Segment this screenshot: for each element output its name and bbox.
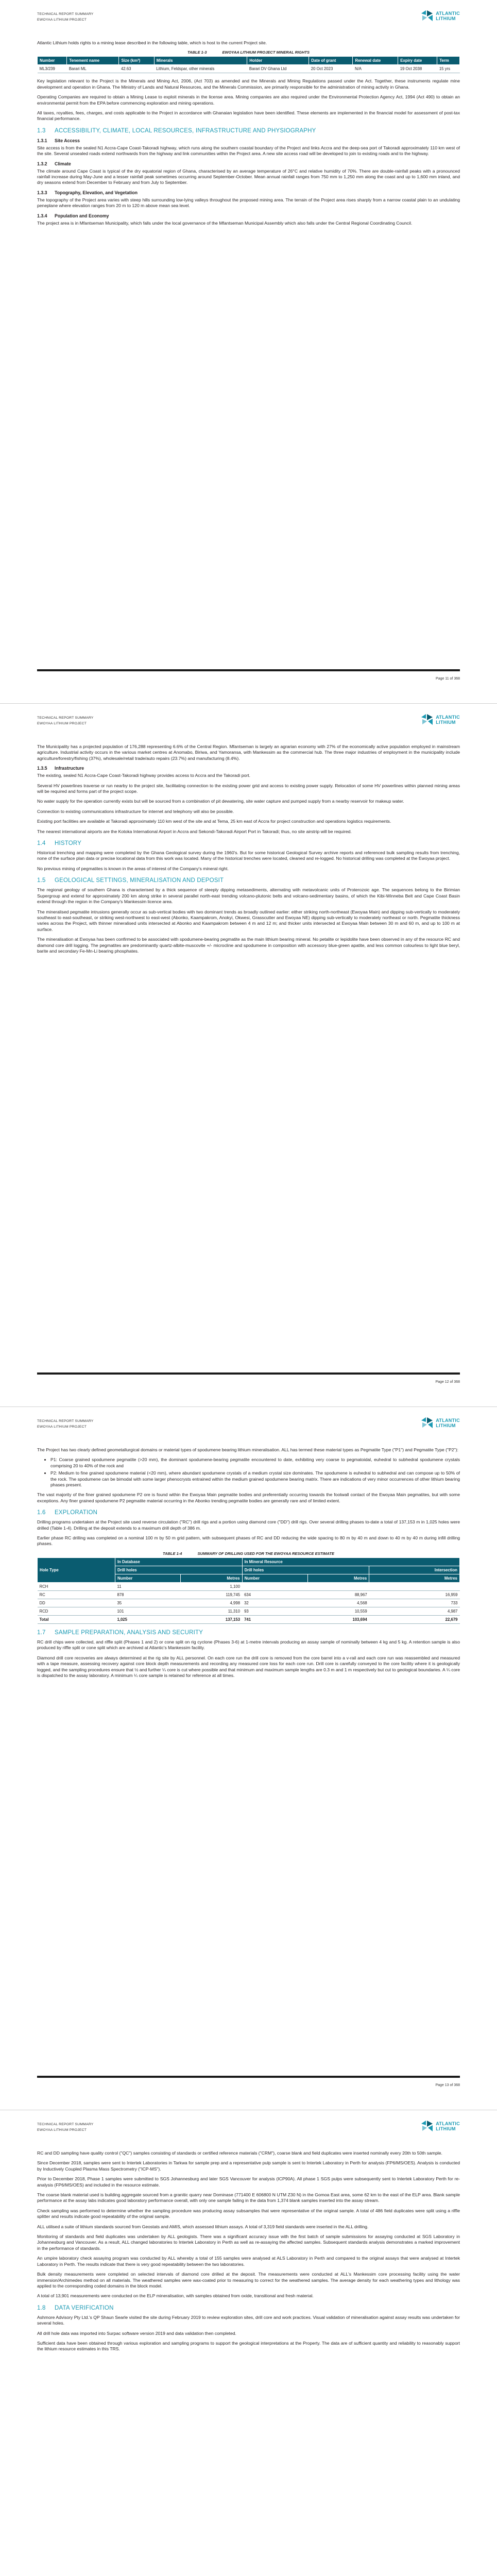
atlantic-lithium-logo <box>421 2121 460 2132</box>
paragraph: No water supply for the operation currently exists but will be sourced from a combination of pit dewatering, site water capture and pumped supply from a nearby reservoir for makeup water. <box>37 799 404 804</box>
subsection-number: 1.3.3 <box>37 190 47 195</box>
table-cell: 4,987 <box>369 1607 460 1615</box>
table-cell: Lithium, Feldspar, other minerals <box>154 65 247 73</box>
subsection-number: 1.3.5 <box>37 766 47 771</box>
table-cell: RCD <box>38 1607 115 1615</box>
table-cell: 11 <box>115 1582 180 1590</box>
paragraph: Atlantic Lithium holds rights to a mining lease described in the following table, which is host to the current Project site. <box>37 40 267 45</box>
page-content <box>37 1447 460 1683</box>
paragraph: A total of 13,901 measurements were conducted on the ELP mineralisation, with samples obtained from oxide, transitional and fresh material. <box>37 2293 314 2299</box>
col-group-database: In Database <box>115 1557 242 1566</box>
section-heading <box>37 840 460 846</box>
column-header: Holder <box>247 57 309 65</box>
page-content <box>37 40 460 230</box>
section-title: GEOLOGICAL SETTINGS, MINERALISATION AND DEPOSIT <box>55 877 224 884</box>
column-header: Expiry date <box>398 57 437 65</box>
table-cell: 11,310 <box>181 1607 243 1615</box>
table-row <box>38 1599 460 1607</box>
report-page-11 <box>0 0 497 703</box>
atlantic-lithium-logo <box>421 10 460 22</box>
section-number: 1.8 <box>37 2304 46 2311</box>
section-number: 1.5 <box>37 877 46 884</box>
table-cell: 42.63 <box>119 65 154 73</box>
paragraph: The project area is in Mfantseman Municipality, which falls under the local governance of the Mfantseman Municipal Assembly which also falls under the Central Regional Coordinating Council. <box>37 220 413 226</box>
table-row <box>38 1590 460 1599</box>
table-cell: 32 <box>242 1599 307 1607</box>
table-number: TABLE 1-4 <box>163 1551 182 1556</box>
subsection-title: Climate <box>55 161 71 166</box>
section-title: SAMPLE PREPARATION, ANALYSIS AND SECURITY <box>55 1629 203 1636</box>
section-title: DATA VERIFICATION <box>55 2304 114 2311</box>
section-heading <box>37 877 460 884</box>
paragraph: Site access is from the sealed N1 Accra-Cape Coast-Takoradi highway, which runs along the southern coastal boundary of the Project and links Accra and the deep-sea port of Takoradi approximately 110 km west of the site. Several unsealed roads extend northwards from the highway and link communities within the Project area. A new site access road will be developed to join to existing roads and to the highway. <box>37 145 460 157</box>
table-title: EWOYAA LITHIUM PROJECT MINERAL RIGHTS <box>222 50 310 55</box>
logo-word-2: LITHIUM <box>436 2126 456 2131</box>
logo-word-1: ATLANTIC <box>436 1418 460 1423</box>
table-cell: 4,998 <box>181 1599 243 1607</box>
report-title: TECHNICAL REPORT SUMMARY <box>37 2123 94 2126</box>
col-number: Number <box>115 1574 180 1582</box>
subsection-number: 1.3.1 <box>37 138 47 143</box>
table-cell: 16,959 <box>369 1590 460 1599</box>
header-text <box>37 2122 94 2133</box>
section-heading <box>37 1630 460 1636</box>
subsection-heading <box>37 766 460 771</box>
table-cell: 634 <box>242 1590 307 1599</box>
footer-rule <box>37 1372 460 1375</box>
paragraph: Monitoring of standards and field duplicates was undertaken by ALL geologists. There was a significant accuracy issue with the first batch of sample submissions for assaying conducted at SGS Laboratory in Johannesburg and Vancouver. As a result, ALL changed laboratories to Intertek Laboratory in Perth as well as re-assaying the affected samples. Subsequent standards analysis demonstrates a marked improvement in the performance of standards. <box>37 2234 460 2251</box>
paragraph: Diamond drill core recoveries are always determined at the rig site by ALL personnel. On each core run the drill core is removed from the core barrel into a v-rail and each core run was reassembled and measured with a tape measure, assessing recovery against core block depth measurements and recording any measured core loss for each core run. Drill core is carefully conveyed to the core facility where it is geologically logged, and the sampling procedures ensure that ½ and further ¼ core is cut where possible and that minimum and maximum sample lengths are 0.3 m and 1 m respectively but cut to geological boundaries. A ¼ core is dispatched to the assay laboratory. A minimum ¼ core sample is retained for reference at all times. <box>37 1655 460 1678</box>
logo-word-2: LITHIUM <box>436 720 456 725</box>
paragraph: The coarse blank material used is building aggregate sourced from a granitic quarry near Dominase (771400 E 606800 N UTM Z30 N) in the Gomoa East area, some 62 km to the east of the ELP area. Blank sample performance at the assay labs indicates good laboratory performance overall, with only one sample failing in the data from 1,374 blank samples inserted into the assay stream. <box>37 2192 460 2204</box>
logo-word-2: LITHIUM <box>436 16 456 21</box>
section-number: 1.6 <box>37 1510 46 1516</box>
atlantic-lithium-logo <box>421 714 460 725</box>
drilling-summary-table <box>37 1557 460 1624</box>
list-item: • P1: Coarse grained spodumene pegmatite (>20 mm), the dominant spodumene-bearing pegmatite encountered to date, exhibiting very coarse to pegmatoidal, euhedral to subhedral spodumene crystals comprising 20 to 40% of the rock and <box>50 1457 460 1469</box>
table-cell: 1,100 <box>181 1582 243 1590</box>
col-metres: Metres <box>369 1574 460 1582</box>
table-cell: 4,568 <box>307 1599 369 1607</box>
paragraph: Drilling programs undertaken at the Project site used reverse circulation ("RC") drill rigs and a portion using diamond core ("DD") drill rigs. Over several drilling phases to-date a total of 137,153 m in 1,025 holes were drilled (Table 1-4). Drilling at the deposit extends to a maximum drill depth of 386 m. <box>37 1519 460 1531</box>
project-name: EWOYAA LITHIUM PROJECT <box>37 1425 87 1429</box>
col-metres: Metres <box>181 1574 243 1582</box>
header-text <box>37 715 94 726</box>
project-name: EWOYAA LITHIUM PROJECT <box>37 2128 87 2132</box>
report-title: TECHNICAL REPORT SUMMARY <box>37 1419 94 1423</box>
section-heading <box>37 2305 460 2311</box>
footer-rule <box>37 2076 460 2078</box>
paragraph: The climate around Cape Coast is typical of the dry equatorial region of Ghana, characterised by an average temperature of 26°C and relative humidity of 70%. There are double-rainfall peaks with a pronounced rainfall increase during May-June and a lesser rainfall peak sometimes occurring around September-October. Mean annual rainfall ranges from 750 mm to 1,250 mm along the coast and up to 1,600 mm inland, and dry seasons extend from December to February and from July to September. <box>37 168 460 185</box>
page-number: Page 12 of 368 <box>435 1380 460 1384</box>
paragraph: The mineralised pegmatite intrusions generally occur as sub-vertical bodies with two dominant trends as broadly outlined earlier: either striking north-northeast (Ewoyaa Main) and dipping sub-vertically to moderately southeast to east-southeast, or striking west-northwest to east-west (Abonko, Kaampakrom, Anokyi, Okwesi, Grasscutter and Ewoyaa NE) dipping sub-vertically to moderately northeast or north. Pegmatite thickness varies across the Project, with thinner mineralised units intersected at Abonko and Kaampakrom between 4 m and 12 m; and thicker units intersected at Ewoyaa Main between 30 m and 60 m, and up to 100 m at surface. <box>37 909 460 932</box>
col-intersection: Intersection <box>369 1566 460 1574</box>
subsection-heading <box>37 161 460 166</box>
page-number: Page 13 of 368 <box>435 2083 460 2087</box>
subsection-title: Topography, Elevation, and Vegetation <box>55 190 138 195</box>
section-number: 1.4 <box>37 840 46 847</box>
logo-mark-icon <box>421 2121 434 2132</box>
table-cell: RCH <box>38 1582 115 1590</box>
mineral-rights-table <box>37 56 460 73</box>
page-content <box>37 2150 460 2357</box>
table-cell <box>369 1582 460 1590</box>
col-group-resource: In Mineral Resource <box>242 1557 459 1566</box>
paragraph: The nearest international airports are the Kotoka International Airport in Accra and Sekondi-Takoradi Airport Port in Takoradi; thus, no site airstrip will be required. <box>37 828 352 834</box>
table-total-row <box>38 1615 460 1623</box>
section-heading <box>37 1510 460 1516</box>
table-cell <box>242 1582 307 1590</box>
table-cell: 10,559 <box>307 1607 369 1615</box>
table-cell: 733 <box>369 1599 460 1607</box>
paragraph: Bulk density measurements were completed on selected intervals of diamond core drilled at the deposit. The measurements were conducted at ALL's Mankessim core processing facility using the water immersion/Archimedes method on all materials. The weathered samples were wax-coated prior to measuring to correct for the weathered samples. The average density for each weathering types and lithology was applied to the corresponding coded domains in the block model. <box>37 2272 460 2289</box>
paragraph: Existing port facilities are available at Takoradi approximately 110 km west of the site and at Tema, 25 km east of Accra for project construction and operations logistics requirements. <box>37 819 391 824</box>
header-text <box>37 11 94 23</box>
table-cell: Barari DV Ghana Ltd <box>247 65 309 73</box>
project-name: EWOYAA LITHIUM PROJECT <box>37 18 87 22</box>
col-drill-holes: Drill holes <box>115 1566 242 1574</box>
table-cell: RC <box>38 1590 115 1599</box>
table-cell: 103,694 <box>307 1615 369 1623</box>
col-metres: Metres <box>307 1574 369 1582</box>
report-page-13 <box>0 1406 497 2110</box>
list-item: • P2: Medium to fine grained spodumene material (<20 mm), where abundant spodumene crystals of a medium crystal size dominates. The spodumene is euhedral to subhedral and can compose up to 50% of the rock. The spodumene can be bimodal with some larger phenocrysts entrained within the medium grained spodumene bearing matrix. There are indications of very minor occurrences of other lithium bearing phases present. <box>50 1470 460 1488</box>
page-content <box>37 744 460 958</box>
table-cell: N/A <box>353 65 398 73</box>
paragraph: ALL utilised a suite of lithium standards sourced from Geostats and AMIS, which assessed lithium assays. A total of 3,319 field standards were inserted in the ALL drilling. <box>37 2224 369 2229</box>
paragraph: An umpire laboratory check assaying program was conducted by ALL whereby a total of 155 samples were analysed at ALS Laboratory in Perth and compared to the original assays that were analysed at Intertek Laboratory in Perth. The results indicate that there is very good repeatability between the two laboratories. <box>37 2256 460 2267</box>
table-cell: Barari ML <box>67 65 119 73</box>
paragraph: Earlier phase RC drilling was completed on a nominal 100 m by 50 m grid pattern, with subsequent phases of RC and DD reducing the wide spacing to 80 m by 40 m and down to 40 m by 40 m during infill drilling phases. <box>37 1535 460 1547</box>
subsection-heading <box>37 213 460 218</box>
section-title: EXPLORATION <box>55 1510 98 1516</box>
section-title: HISTORY <box>55 840 82 847</box>
logo-mark-icon <box>421 1417 434 1429</box>
pegmatite-type-list <box>37 1457 460 1488</box>
section-number: 1.3 <box>37 127 46 134</box>
subsection-heading <box>37 190 460 195</box>
table-cell: ML3/239 <box>38 65 67 73</box>
subsection-title: Site Access <box>55 138 80 143</box>
report-title: TECHNICAL REPORT SUMMARY <box>37 716 94 720</box>
table-cell: 119,745 <box>181 1590 243 1599</box>
table-row <box>38 1582 460 1590</box>
table-cell: 93 <box>242 1607 307 1615</box>
subsection-number: 1.3.4 <box>37 213 47 218</box>
report-page-12 <box>0 703 497 1406</box>
paragraph: Ashmore Advisory Pty Ltd.'s QP Shaun Searle visited the site during February 2019 to review exploration sites, drill core and work practices. Visual validation of mineralisation against assay results was undertaken for several holes. <box>37 2314 460 2326</box>
report-title: TECHNICAL REPORT SUMMARY <box>37 12 94 16</box>
table-cell: 741 <box>242 1615 307 1623</box>
paragraph: The mineralisation at Ewoyaa has been confirmed to be associated with spodumene-bearing pegmatite as the main lithium bearing mineral. No petalite or lepidolite have been observed in any of the resource RC and diamond core drill logging. The pegmatites are predominantly quartz-albite-muscovite +/- microcline and spodumene in composition with accessory blue-green apatite, and less common colourless to light blue beryl, barite and secondary Fe-Mn-Li bearing phosphates. <box>37 937 460 954</box>
table-cell: 137,153 <box>181 1615 243 1623</box>
table-cell: 35 <box>115 1599 180 1607</box>
col-number: Number <box>242 1574 307 1582</box>
section-heading <box>37 128 460 134</box>
paragraph: The vast majority of the finer grained spodumene P2 ore is found within the Ewoyaa Main pegmatite bodies and preferentially occurring towards the footwall contact of the Ewoyaa Main pegmatites, but with some exceptions. Any finer grained spodumene P2 pegmatite material occurring in the Abonko trending pegmatite bodies are generally rare and of limited extent. <box>37 1492 460 1503</box>
logo-word-1: ATLANTIC <box>436 11 460 16</box>
table-cell: Total <box>38 1615 115 1623</box>
paragraph: All taxes, royalties, fees, charges, and costs applicable to the Project in accordance with Ghanaian legislation have been identified. These elements are implemented in the financial model for assessment of post-tax financial performance. <box>37 110 460 122</box>
logo-mark-icon <box>421 10 434 22</box>
table-cell: 101 <box>115 1607 180 1615</box>
table-header-row <box>38 57 460 65</box>
paragraph: The existing, sealed N1 Accra-Cape Coast-Takoradi highway provides access to Accra and the Takoradi port. <box>37 773 250 778</box>
col-hole-type: Hole Type <box>38 1557 115 1582</box>
paragraph: Prior to December 2018, Phase 1 samples were submitted to SGS Johannesburg and later SGS Vancouver for analysis (ICP90A). All phase 1 SGS pulps were subsequently sent to Intertek Laboratory Perth for re-analysis (FP6/MS/OES) and included in the resource estimate. <box>37 2176 460 2188</box>
page-header <box>37 11 460 32</box>
table-title: SUMMARY OF DRILLING USED FOR THE EWOYAA RESOURCE ESTIMATE <box>197 1551 334 1556</box>
table-number: TABLE 1-3 <box>187 50 207 55</box>
subsection-number: 1.3.2 <box>37 161 47 166</box>
column-header: Tenement name <box>67 57 119 65</box>
header-text <box>37 1418 94 1430</box>
table-caption <box>37 1551 460 1556</box>
table-cell: 20 Oct 2023 <box>309 65 353 73</box>
paragraph: RC and DD sampling have quality control ("QC") samples consisting of standards or certified reference materials ("CRM"), coarse blank and field duplicates were inserted nominally every 20th to 50th sample. <box>37 2150 442 2156</box>
page-header <box>37 1418 460 1439</box>
section-number: 1.7 <box>37 1629 46 1636</box>
column-header: Size (km²) <box>119 57 154 65</box>
table-cell: 15 yrs <box>437 65 460 73</box>
logo-word-1: ATLANTIC <box>436 2121 460 2126</box>
logo-word-1: ATLANTIC <box>436 715 460 720</box>
table-cell <box>307 1582 369 1590</box>
table-cell: 1,025 <box>115 1615 180 1623</box>
paragraph: The topography of the Project area varies with steep hills surrounding low-lying valleys throughout the proposed mining area. The terrain of the Project area rises sharply from a narrow coastal plain to an undulating peneplane where elevation ranges from 20 m to 120 m above mean sea level. <box>37 197 460 209</box>
paragraph: Operating Companies are required to obtain a Mining Lease to exploit minerals in the license area. Mining companies are also required under the Environmental Protection Agency Act, 1994 (Act 490) to obtain an environmental permit from the EPA before commencing exploration and mining operations. <box>37 94 460 106</box>
subsection-title: Infrastructure <box>55 766 84 771</box>
section-title: ACCESSIBILITY, CLIMATE, LOCAL RESOURCES, INFRASTRUCTURE AND PHYSIOGRAPHY <box>55 127 316 134</box>
table-row <box>38 1607 460 1615</box>
paragraph: Sufficient data have been obtained through various exploration and sampling programs to support the geological interpretations at the Property. The data are of sufficient quantity and reliability to reasonably support the lithium resource estimates in this TRS. <box>37 2340 460 2352</box>
paragraph: No previous mining of pegmatites is known in the areas of interest of the Company's mineral right. <box>37 866 229 871</box>
subsection-heading <box>37 138 460 143</box>
paragraph: The Municipality has a projected population of 176,288 representing 6.6% of the Central Region. Mfantseman is largely an agrarian economy with 27% of the economically active population employed in mainstream agriculture. Industrial activity occurs in the various market centres at Anomabo, Biriwa, and Yamoransa, with Mankessim as the commercial hub. The three major industries of employment in the municipality include agriculture/forestry/fishing (37%), wholesale/retail trade/auto repairs (23.7%) and manufacturing (8.4%). <box>37 744 460 761</box>
paragraph: The regional geology of southern Ghana is characterised by a thick sequence of steeply dipping metasediments, alternating with metavolcanic units of Proterozoic age. The sequences belong to the Birimian Supergroup and extend for approximately 200 km along strike in several parallel north-east trending volcano-plutonic belts and volcano-sedimentary basins, of which the Kibi-Winneba Belt and Cape Coast Basin extend through the region in the Company's Mankessim licence area. <box>37 887 460 905</box>
paragraph: Check sampling was performed to determine whether the sampling procedure was producing assay subsamples that were representative of the original sample. A total of 486 field duplicates were split using a riffle splitter and results indicate good repeatability of the original sample. <box>37 2208 460 2219</box>
paragraph: Connection to existing communications infrastructure for internet and telephony will also be possible. <box>37 808 234 814</box>
table-row <box>38 65 460 73</box>
col-drill-holes: Drill holes <box>242 1566 369 1574</box>
page-number: Page 11 of 368 <box>436 677 460 681</box>
table-caption <box>37 50 460 55</box>
subsection-title: Population and Economy <box>55 213 109 218</box>
column-header: Minerals <box>154 57 247 65</box>
column-header: Term <box>437 57 460 65</box>
column-header: Renewal date <box>353 57 398 65</box>
paragraph: The Project has two clearly defined geometallurgical domains or material types of spodumene bearing lithium mineralisation. ALL has termed these material types as Pegmatite Type ("P1") and Pegmatite Type ("P2"): <box>37 1447 458 1452</box>
table-cell: DD <box>38 1599 115 1607</box>
page-header <box>37 715 460 736</box>
table-cell: 22,679 <box>369 1615 460 1623</box>
paragraph: Historical trenching and mapping were completed by the Ghana Geological survey during the 1960's. But for some historical Geological Survey archive reports and referenced bulk sampling results from trenching, none of the surface plan data or precise locational data from this work was located. Many of the historical trenches were located, cleaned and re-logged. No historical drilling was completed at the Ewoyaa project. <box>37 850 460 861</box>
paragraph: Key legislation relevant to the Project is the Minerals and Mining Act, 2006, (Act 703) as amended and the Minerals and Mining Regulations passed under the Act. Together, these instruments regulate mine development and operation in Ghana. The Ministry of Lands and Natural Resources, and the Minerals Commission, are primarily responsible for the administration of mining activity in Ghana. <box>37 78 460 90</box>
project-name: EWOYAA LITHIUM PROJECT <box>37 722 87 725</box>
table-cell: 878 <box>115 1590 180 1599</box>
paragraph: RC drill chips were collected, and riffle split (Phases 1 and 2) or cone split on rig cyclone (Phases 3-6) at 1-metre intervals producing an assay sample of nominally between 4 kg and 5 kg. A retention sample is also produced by riffle split or cone split which are archived at Atlantic's Mankessim facility. <box>37 1639 460 1651</box>
atlantic-lithium-logo <box>421 1417 460 1429</box>
column-header: Number <box>38 57 67 65</box>
paragraph: All drill hole data was imported into Surpac software version 2019 and data validation then completed. <box>37 2330 236 2336</box>
table-header-row <box>38 1557 460 1566</box>
page-header <box>37 2122 460 2142</box>
paragraph: Since December 2018, samples were sent to Intertek Laboratories in Tarkwa for sample prep and a representative pulp sample is sent to Intertek Laboratory in Perth for analysis (FP6/MS/OES). Analysis is conducted by Inductively Coupled Plasma Mass Spectrometry ("ICP-MS"). <box>37 2160 460 2172</box>
paragraph: Several HV powerlines traverse or run nearby to the project site, facilitating connection to the existing power grid and access to existing power supply. Relocation of some HV powerlines within planned mining areas will be required and forms part of the project scope. <box>37 783 460 794</box>
table-cell: 88,967 <box>307 1590 369 1599</box>
table-body <box>38 1582 460 1623</box>
report-page-14 <box>0 2110 497 2576</box>
footer-rule <box>37 669 460 671</box>
column-header: Date of grant <box>309 57 353 65</box>
logo-word-2: LITHIUM <box>436 1423 456 1428</box>
logo-mark-icon <box>421 714 434 725</box>
table-cell: 19 Oct 2038 <box>398 65 437 73</box>
